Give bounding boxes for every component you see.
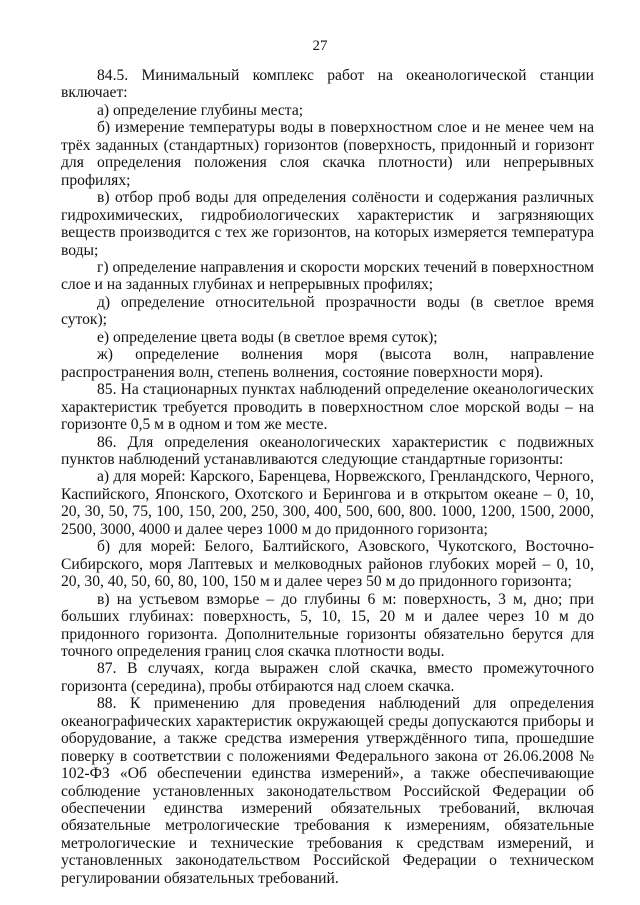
list-item-g: г) определение направления и скорости морских течений в поверхностном слое и на заданных глубинах и непрерывных профилях; [61,258,594,294]
list-item-86-v: в) на устьевом взморье – до глубины 6 м: поверхность, 3 м, дно; при больших глубинах: поверхность, 5, 10, 15, 20 м и далее через 10 м до придонного горизонта. Дополнительные горизонты обязательно берутся для точного определения границ слоя скачка плотности воды. [61,590,594,660]
document-body [61,67,594,887]
list-item-v: в) отбор проб воды для определения солёности и содержания различных гидрохимических, гидробиологических характеристик и загрязняющих веществ производится с тех же горизонтов, на которых измеряется температура воды; [61,189,594,259]
list-item-d: д) определение относительной прозрачности воды (в светлое время суток); [61,293,594,329]
page-number: 27 [312,38,328,54]
paragraph-86: 86. Для определения океанологических характеристик с подвижных пунктов наблюдений устанавливаются следующие стандартные горизонты: [61,433,594,468]
paragraph-88: 88. К применению для проведения наблюдений для определения океанографических характеристик окружающей среды допускаются приборы и оборудование, а также средства измерения утверждённого типа, прошедшие поверку в соответствии с положениями Федерального закона от 26.06.2008 № 102-ФЗ «Об обеспечении единства измерений», а также обеспечивающие соблюдение установленных законодательством Российской Федерации об обеспечении единства измерений обязательных требований, включая обязательные метрологические требования к измерениям, обязательные метрологические и технические требования к средствам измерений, и установленных законодательством Российской Федерации о техническом регулировании обязательных требований. [61,695,594,887]
paragraph-85: 85. На стационарных пунктах наблюдений определение океанологических характеристик требуется проводить в поверхностном слое морской воды – на горизонте 0,5 м в одном и том же месте. [61,381,594,434]
paragraph-84-5: 84.5. Минимальный комплекс работ на океанологической станции включает: [61,67,594,102]
list-item-86-b: б) для морей: Белого, Балтийского, Азовского, Чукотского, Восточно-Сибирского, моря Лаптевых и мелководных районов глубоких морей – 0, 10, 20, 30, 40, 50, 60, 80, 100, 150 м и далее через 50 м до придонного горизонта; [61,538,594,591]
list-item-zh: ж) определение волнения моря (высота волн, направление распространения волн, степень волнения, состояние поверхности моря). [61,346,594,381]
list-item-e: е) определение цвета воды (в светлое время суток); [97,328,438,346]
list-item-b: б) измерение температуры воды в поверхностном слое и не менее чем на трёх заданных (стандартных) горизонтов (поверхность, придонный и горизонт для определения положения слоя скачка плотности) или непрерывных профилях; [61,119,594,189]
list-item-86-a: а) для морей: Карского, Баренцева, Норвежского, Гренландского, Черного, Каспийского, Японского, Охотского и Берингова и в открытом океане – 0, 10, 20, 30, 50, 75, 100, 150, 200, 250, 300, 400, 500, 600, 800. 1000, 1200, 1500, 2000, 2500, 3000, 4000 и далее через 1000 м до придонного горизонта; [61,468,594,538]
paragraph-87: 87. В случаях, когда выражен слой скачка, вместо промежуточного горизонта (середина), пробы отбираются над слоем скачка. [61,660,594,695]
list-item-a: а) определение глубины места; [97,101,304,119]
